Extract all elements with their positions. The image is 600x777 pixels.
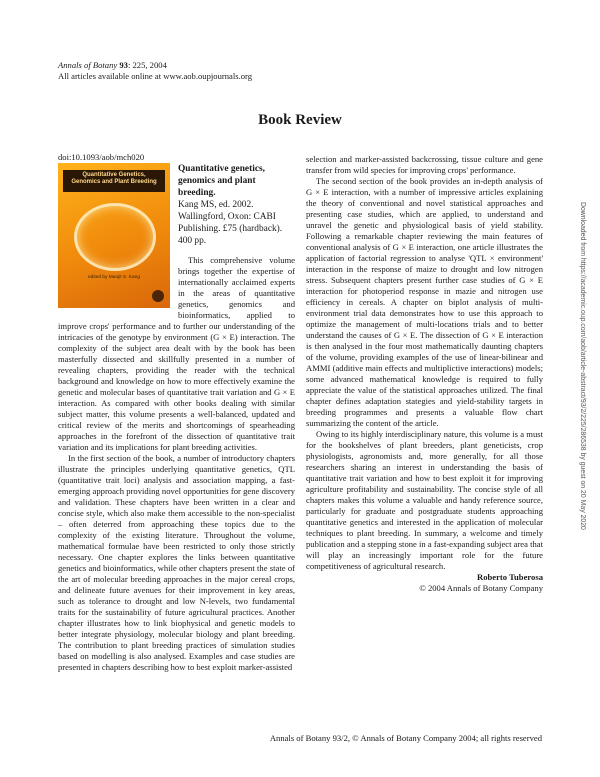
cover-title-line-2: Genomics and Plant Breeding bbox=[71, 179, 157, 185]
review-paragraph-5: Owing to its highly interdisciplinary nature, this volume is a must for the bookshelves of plant breeders, plant geneticists, crop physiologists, agronomists and, more generally, for all those researchers sharing an interest in understanding the basis of quantitative trait variation and how to best exploit it for improving agriculture profitability and sustainability. The concise style of all chapters makes this volume a valuable and handy reference source, particularly for graduate and postgraduate students approaching quantitative genetics and interested in the application of molecular techniques to plant breeding. In summary, a welcome and timely publication and a stepping stone in a fast-expanding subject area that will play an increasingly important role for the future competitiveness of agricultural research. bbox=[306, 429, 543, 571]
journal-header bbox=[58, 60, 252, 82]
cover-artwork bbox=[74, 203, 156, 271]
journal-name: Annals of Botany bbox=[58, 60, 118, 70]
review-paragraph-1: This comprehensive volume brings together the expertise of internationally acclaimed experts in the areas of quantitative genetics, genomics and bioinformatics, applied to improve crops' performance and to further our understanding of the intricacies of the genotype by environment (G × E) interaction. The complexity of the subject area dealt with by the book has been masterfully dissected and skillfully presented in a number of revealing chapters, providing the reader with the technical background and knowledge on how to more effectively examine the genetic and molecular bases of quantitative trait variation and G × E interaction. As compared with other books dealing with similar subject matter, this volume presents a well-balanced, updated and critical review of the merits and shortcomings of spearheading approaches in the forefront of the dissection of quantitative trait variation and its implications for plant breeding activities. bbox=[58, 255, 295, 452]
online-availability: All articles available online at www.aob.oupjournals.org bbox=[58, 71, 253, 81]
copyright-note: © 2004 Annals of Botany Company bbox=[419, 583, 543, 593]
reviewer-signature bbox=[306, 572, 543, 594]
publisher-logo-icon bbox=[152, 290, 164, 302]
book-details: Kang MS, ed. 2002. Wallingford, Oxon: CABI Publishing. £75 (hardback). 400 pp. bbox=[178, 200, 283, 246]
volume-number: 93 bbox=[119, 60, 128, 70]
page-title: Book Review bbox=[258, 112, 342, 128]
page-range: : 225, 2004 bbox=[127, 60, 167, 70]
review-paragraph-2: In the first section of the book, a number of introductory chapters illustrate the principles underlying quantitative genetics, QTL (quantitative trait loci) analysis and association mapping, a fast-emerging approach providing novel opportunities for gene discovery and validation. These chapters have been written in a clear and concise style, which also make them accessible to the non-specialist – often deterred from approaching these topics due to the complexity of the existing literature. Throughout the volume, mathematical formulae have been restricted to only those strictly necessary. One chapter explores the links between quantitative genetics and bioinformatics, while other chapters present the state of the art of molecular breeding approaches in the major cereal crops, and delineate future avenues for their improvement in key areas, such as tolerance to drought and low N-levels, two fundamental traits for the sustainability of future agricultural practices. Another chapter illustrates how to link biophysical and genetic models to better integrate physiology, molecular biology and plant breeding. The contribution to plant breeding practices of simulation studies based on modelling is also analysed. Examples and case studies are presented in chapters describing how to best exploit marker-assisted bbox=[58, 453, 295, 672]
cover-editor: edited by Manjit S. Kang bbox=[88, 275, 140, 280]
doi: doi:10.1093/aob/mch020 bbox=[58, 152, 145, 162]
review-paragraph-4: The second section of the book provides an in-depth analysis of G × E interaction, with a number of impressive articles explaining the theory of conventional and novel statistical approaches and presenting case studies, which are applied, to understand and unravel the genetic and physiological basis of yield stability. Following a remarkable chapter reviewing the main features of conventional analysis of G × E interaction, one article illustrates the application of factorial regression to analyse 'QTL × environment' interaction in the response of maize to drought and low nitrogen stress. Subsequent chapters present further case studies of G × E interaction for photoperiod response in mazie and nitrogen use efficiency in cereals. A chapter on biplot analysis of multi-environment trial data demonstrates how to use this approach to optimize the management of multi-locations trials and to better understand the causes of G × E. The dissection of G × E interaction is then analysed in the four most mathematically daunting chapters of the volume, providing examples of the use of linear-bilinear and AMMI (additive main effects and multiplictive interactions) models; some advanced mathematical knowledge is required to fully appreciate the value of the statistical approaches utilized. The final chapter defines adaptation stategies and yield-stability targets in breeding programmes and presents a valuable flow chart summarizing the content of the article. bbox=[306, 176, 543, 428]
download-note: Downloaded from https://academic.oup.com/aob/article-abstract/93/2/225/286538 by guest on 20 May 2020 bbox=[579, 202, 586, 530]
right-column bbox=[306, 154, 543, 594]
page-footer: Annals of Botany 93/2, © Annals of Botany Company 2004; all rights reserved bbox=[269, 733, 542, 743]
book-title: Quantitative genetics, genomics and plant breeding. bbox=[178, 164, 265, 198]
book-cover-image bbox=[58, 163, 170, 308]
reviewer-name: Roberto Tuberosa bbox=[477, 572, 543, 582]
review-paragraph-3: selection and marker-assisted backcrossing, tissue culture and gene transfer from wild species for improving crops' performance. bbox=[306, 154, 543, 175]
citation-line bbox=[58, 60, 252, 71]
left-column bbox=[58, 152, 295, 673]
cover-title-line-1: Quantitative Genetics, bbox=[82, 172, 146, 178]
cover-title bbox=[63, 170, 165, 192]
